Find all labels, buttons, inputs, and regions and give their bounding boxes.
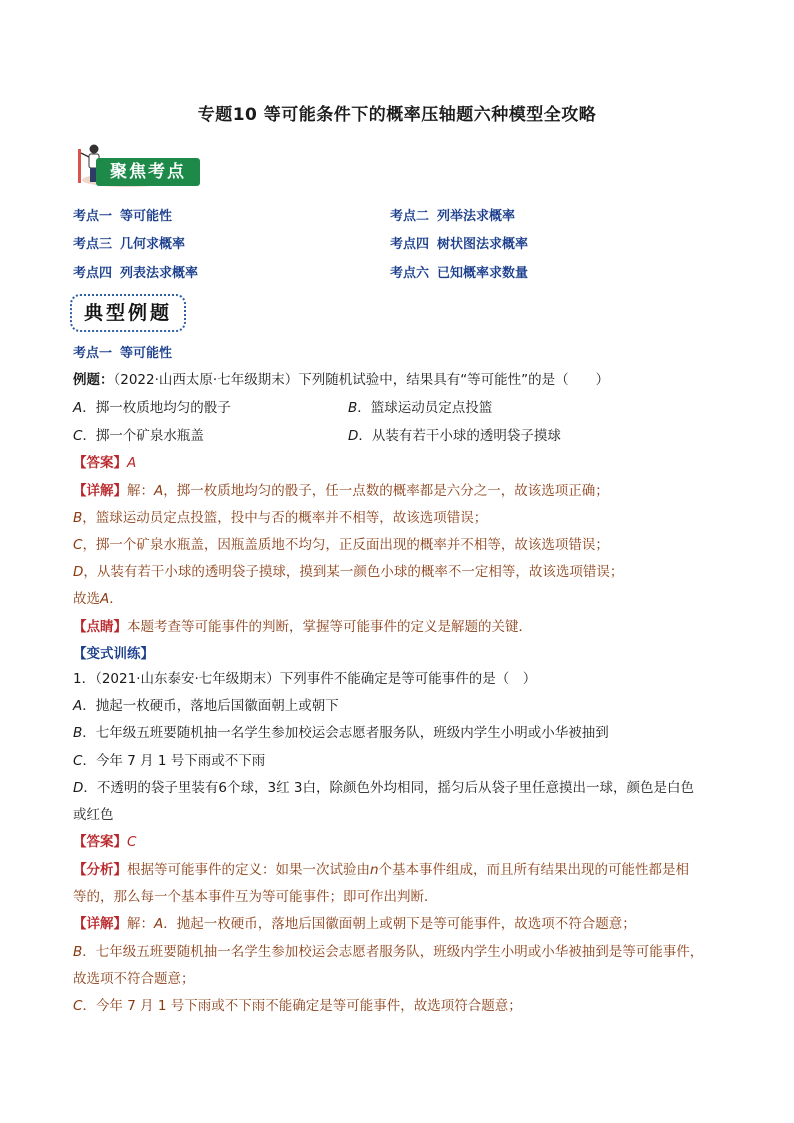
example-stem: 例题：（2022·山西太原·七年级期末）下列随机试验中，结果具有“等可能性”的是（ ） <box>73 372 610 388</box>
q1-analysis-2: 等的，那么每一个基本事件互为等可能事件；即可作出判断． <box>73 889 438 905</box>
option-b: B．篮球运动员定点投篮 <box>348 400 493 416</box>
q1-analysis-1: 【分析】根据等可能事件的定义：如果一次试验由n个基本事件组成，而且所有结果出现的可能性都是相 <box>73 862 690 878</box>
kaodian-item[interactable]: 考点四 列表法求概率 <box>73 266 199 281</box>
kaodian-item[interactable]: 考点二 列举法求概率 <box>390 209 516 224</box>
kaodian-item[interactable]: 考点三 几何求概率 <box>73 237 186 252</box>
example-detail-c: C，掷一个矿泉水瓶盖，因瓶盖质地不均匀，正反面出现的概率并不相等，故该选项错误； <box>73 537 609 553</box>
option-c: C．掷一个矿泉水瓶盖 <box>73 428 204 444</box>
kaodian-item[interactable]: 考点六 已知概率求数量 <box>390 266 529 281</box>
example-comment: 【点睛】本题考查等可能事件的判断，掌握等可能事件的定义是解题的关键． <box>73 619 532 635</box>
option-a: A．掷一枚质地均匀的骰子 <box>73 400 231 416</box>
kaodian-item[interactable]: 考点四 树状图法求概率 <box>390 237 529 252</box>
q1-option-d: D．不透明的袋子里装有6个球，3红 3白，除颜色外均相同，摇匀后从袋子里任意摸出一球，颜色是白色 <box>73 780 694 796</box>
q1-option-c: C．今年 7 月 1 号下雨或不下雨 <box>73 753 266 769</box>
q1-detail-a: 【详解】解：A．抛起一枚硬币，落地后国徽面朝上或朝下是等可能事件，故选项不符合题意； <box>73 916 636 932</box>
banner-label: 聚焦考点 <box>96 158 200 186</box>
q1-answer: 【答案】C <box>73 834 137 850</box>
page-title: 专题10 等可能条件下的概率压轴题六种模型全攻略 <box>197 105 597 125</box>
point-heading: 考点一 等可能性 <box>73 346 173 361</box>
example-conclusion: 故选A． <box>73 591 123 607</box>
section-badge: 典型例题 <box>70 294 186 332</box>
example-answer: 【答案】A <box>73 455 137 471</box>
q1-detail-b: B．七年级五班要随机抽一名学生参加校运会志愿者服务队，班级内学生小明或小华被抽到是等可能事件， <box>73 944 704 960</box>
example-detail-d: D，从装有若干小球的透明袋子摸球，摸到某一颜色小球的概率不一定相等，故该选项错误； <box>73 564 624 580</box>
q1-detail-c: C．今年 7 月 1 号下雨或不下雨不能确定是等可能事件，故选项符合题意； <box>73 998 522 1014</box>
kaodian-item[interactable]: 考点一 等可能性 <box>73 209 173 224</box>
q1-stem: 1．（2021·山东泰安·七年级期末）下列事件不能确定是等可能事件的是（ ） <box>73 671 537 687</box>
q1-detail-b-cont: 故选项不符合题意； <box>73 971 195 987</box>
q1-option-a: A．抛起一枚硬币，落地后国徽面朝上或朝下 <box>73 698 339 714</box>
q1-option-b: B．七年级五班要随机抽一名学生参加校运会志愿者服务队，班级内学生小明或小华被抽到 <box>73 725 609 741</box>
focus-banner <box>70 143 202 189</box>
q1-option-d-cont: 或红色 <box>73 807 114 823</box>
option-d: D．从装有若干小球的透明袋子摸球 <box>348 428 561 444</box>
example-detail-a: 【详解】解：A，掷一枚质地均匀的骰子，任一点数的概率都是六分之一，故该选项正确； <box>73 483 609 499</box>
variant-heading: 【变式训练】 <box>73 646 154 662</box>
example-detail-b: B，篮球运动员定点投篮，投中与否的概率并不相等，故该选项错误； <box>73 510 488 526</box>
